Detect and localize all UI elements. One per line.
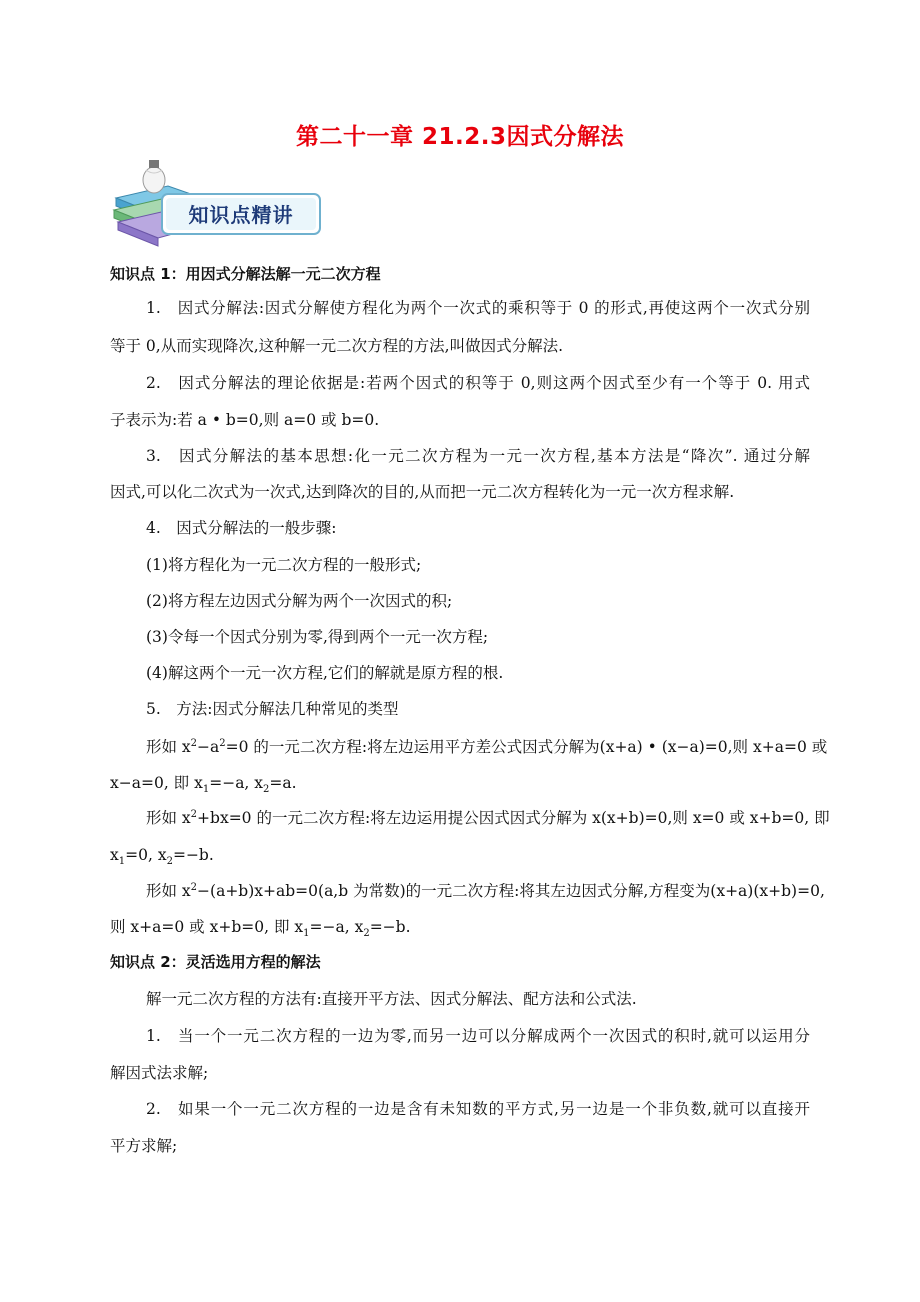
kp1-item4: 4. 因式分解法的一般步骤: <box>146 519 337 537</box>
badge-label: 知识点精讲 <box>188 203 294 227</box>
kp1-item2-line1: 2. 因式分解法的理论依据是:若两个因式的积等于 0,则这两个因式至少有一个等于 0. 用式 <box>146 374 810 392</box>
type3-line1: 形如 $x^2-(a+b)x+ab=0(a,b$ 为常数)的一元二次方程:将其左边因式分解,方程变为(x+a)(x+b)=0, <box>146 881 825 900</box>
section-badge <box>110 158 325 250</box>
page-title: 第二十一章 21.2.3因式分解法 <box>296 124 624 150</box>
kp1-item1-line2: 等于 0,从而实现降次,这种解一元二次方程的方法,叫做因式分解法. <box>110 337 563 355</box>
kp1-item2-line2: 子表示为:若 a • b=0,则 a=0 或 b=0. <box>110 411 380 429</box>
type1-line1: 形如 $x^2-a^2=0$ 的一元二次方程:将左边运用平方差公式因式分解为(x+a) • (x−a)=0,则 x+a=0 或 <box>146 737 828 756</box>
kp2-item2-line1: 2. 如果一个一元二次方程的一边是含有未知数的平方式,另一边是一个非负数,就可以直接开 <box>146 1100 810 1118</box>
type1-line2: x−a=0, 即 $x_1=-a$, $x_2=a$. <box>110 774 297 796</box>
kp2-item1-line1: 1. 当一个一元二次方程的一边为零,而另一边可以分解成两个一次因式的积时,就可以运用分 <box>146 1027 810 1045</box>
kp2-intro: 解一元二次方程的方法有:直接开平方法、因式分解法、配方法和公式法. <box>146 990 637 1008</box>
type2-line1: 形如 $x^2+bx=0$ 的一元二次方程:将左边运用提公因式因式分解为 x(x+b)=0,则 x=0 或 x+b=0, 即 <box>146 808 830 827</box>
kp1-step3: (3)令每一个因式分别为零,得到两个一元一次方程; <box>146 628 489 646</box>
kp1-item1-line1: 1. 因式分解法:因式分解使方程化为两个一次式的乘积等于 0 的形式,再使这两个一次式分别 <box>146 299 810 317</box>
kp1-step1: (1)将方程化为一元二次方程的一般形式; <box>146 556 422 574</box>
kp1-heading: 知识点 1：用因式分解法解一元二次方程 <box>110 265 381 283</box>
kp1-item3-line2: 因式,可以化二次式为一次式,达到降次的目的,从而把一元二次方程转化为一元一次方程求解. <box>110 483 735 501</box>
kp1-item5: 5. 方法:因式分解法几种常见的类型 <box>146 700 399 718</box>
kp2-item2-line2: 平方求解; <box>110 1137 178 1155</box>
kp1-step4: (4)解这两个一元一次方程,它们的解就是原方程的根. <box>146 664 504 682</box>
type2-line2: $x_1=0$, $x_2=-b$. <box>110 846 214 868</box>
kp1-step2: (2)将方程左边因式分解为两个一次因式的积; <box>146 592 453 610</box>
kp2-heading: 知识点 2：灵活选用方程的解法 <box>110 953 321 971</box>
kp2-item1-line2: 解因式法求解; <box>110 1064 209 1082</box>
type3-line2: 则 x+a=0 或 x+b=0, 即 $x_1=-a$, $x_2=-b$. <box>110 918 411 940</box>
kp1-item3-line1: 3. 因式分解法的基本思想:化一元二次方程为一元一次方程,基本方法是“降次”. 通过分解 <box>146 447 810 465</box>
